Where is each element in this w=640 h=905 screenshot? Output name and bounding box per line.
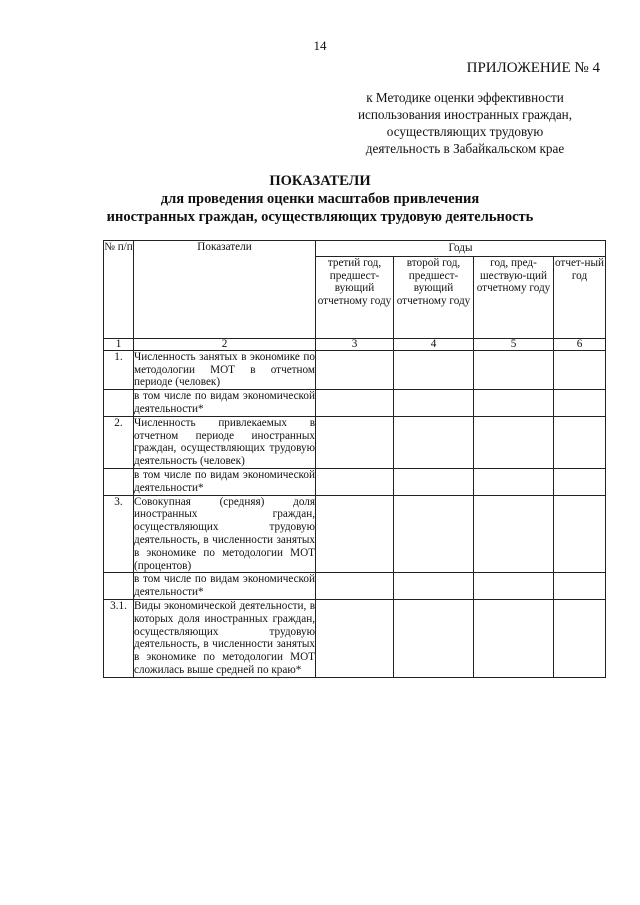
appendix-label: ПРИЛОЖЕНИЕ № 4 bbox=[466, 60, 600, 76]
document-title bbox=[0, 172, 640, 226]
row-number: 2. bbox=[104, 416, 134, 468]
header-year: отчет-ный год bbox=[554, 256, 606, 338]
data-cell bbox=[316, 573, 394, 600]
data-cell bbox=[474, 599, 554, 677]
row-indicator: в том числе по видам экономической деятельности* bbox=[134, 390, 315, 415]
row-number bbox=[104, 390, 134, 417]
data-cell bbox=[554, 573, 606, 600]
data-cell bbox=[394, 350, 474, 389]
data-cell bbox=[554, 468, 606, 495]
header-indicator: Показатели bbox=[134, 241, 316, 339]
data-cell bbox=[316, 350, 394, 389]
table-body bbox=[104, 350, 606, 677]
column-number: 4 bbox=[394, 338, 474, 350]
page-number: 14 bbox=[313, 38, 327, 53]
data-cell bbox=[474, 390, 554, 417]
row-number bbox=[104, 468, 134, 495]
column-number: 6 bbox=[554, 338, 606, 350]
data-cell bbox=[554, 390, 606, 417]
method-line: осуществляющих трудовую bbox=[386, 124, 544, 139]
table-row bbox=[104, 416, 606, 468]
row-indicator: Численность привлекаемых в отчетном периоде иностранных граждан, осуществляющих трудовую деятельность (человек) bbox=[134, 416, 315, 468]
data-cell bbox=[394, 573, 474, 600]
row-indicator: в том числе по видам экономической деятельности* bbox=[134, 573, 315, 599]
data-cell bbox=[394, 468, 474, 495]
data-cell bbox=[394, 390, 474, 417]
row-number bbox=[104, 573, 134, 600]
data-cell bbox=[554, 350, 606, 389]
column-number: 1 bbox=[104, 338, 134, 350]
data-cell bbox=[474, 495, 554, 573]
column-number: 3 bbox=[316, 338, 394, 350]
table-row bbox=[104, 350, 606, 389]
row-number: 3.1. bbox=[104, 599, 134, 677]
indicators-table bbox=[103, 240, 606, 678]
header-year: год, пред-шествую-щий отчетному году bbox=[474, 256, 554, 338]
header-no: № п/п bbox=[104, 241, 134, 339]
data-cell bbox=[316, 416, 394, 468]
table-row bbox=[104, 599, 606, 677]
data-cell bbox=[554, 599, 606, 677]
data-cell bbox=[474, 468, 554, 495]
data-cell bbox=[316, 468, 394, 495]
data-cell bbox=[394, 416, 474, 468]
row-number: 3. bbox=[104, 495, 134, 573]
header-years: Годы bbox=[316, 241, 606, 257]
data-cell bbox=[394, 599, 474, 677]
data-cell bbox=[394, 495, 474, 573]
table-row bbox=[104, 468, 606, 495]
column-number: 5 bbox=[474, 338, 554, 350]
table-row bbox=[104, 573, 606, 600]
data-cell bbox=[474, 350, 554, 389]
title-line: ПОКАЗАТЕЛИ bbox=[269, 173, 371, 189]
method-line: к Методике оценки эффективности bbox=[366, 90, 564, 105]
data-cell bbox=[474, 573, 554, 600]
data-cell bbox=[316, 390, 394, 417]
header-year: второй год, предшест-вующий отчетному году bbox=[394, 256, 474, 338]
column-number: 2 bbox=[134, 338, 316, 350]
data-cell bbox=[554, 495, 606, 573]
data-cell bbox=[316, 599, 394, 677]
data-cell bbox=[474, 416, 554, 468]
row-indicator: Совокупная (средняя) доля иностранных граждан, осуществляющих трудовую деятельность, в численности занятых в экономике по методологии МОТ (процентов) bbox=[134, 495, 315, 572]
table-row bbox=[104, 390, 606, 417]
table-row bbox=[104, 495, 606, 573]
title-line: для проведения оценки масштабов привлечения bbox=[160, 191, 480, 207]
title-line: иностранных граждан, осуществляющих трудовую деятельность bbox=[106, 209, 534, 225]
row-indicator: в том числе по видам экономической деятельности* bbox=[134, 468, 315, 494]
row-indicator: Численность занятых в экономике по методологии МОТ в отчетном периоде (человек) bbox=[134, 350, 315, 389]
row-number: 1. bbox=[104, 350, 134, 389]
method-reference bbox=[330, 89, 600, 157]
method-line: деятельность в Забайкальском крае bbox=[365, 141, 565, 156]
row-indicator: Виды экономической деятельности, в которых доля иностранных граждан, осуществляющих трудовую деятельность, в численности занятых в экономике по методологии МОТ сложилась выше средней по краю* bbox=[134, 599, 315, 676]
method-line: использования иностранных граждан, bbox=[357, 107, 573, 122]
data-cell bbox=[554, 416, 606, 468]
data-cell bbox=[316, 495, 394, 573]
header-year: третий год, предшест-вующий отчетному году bbox=[316, 256, 394, 338]
